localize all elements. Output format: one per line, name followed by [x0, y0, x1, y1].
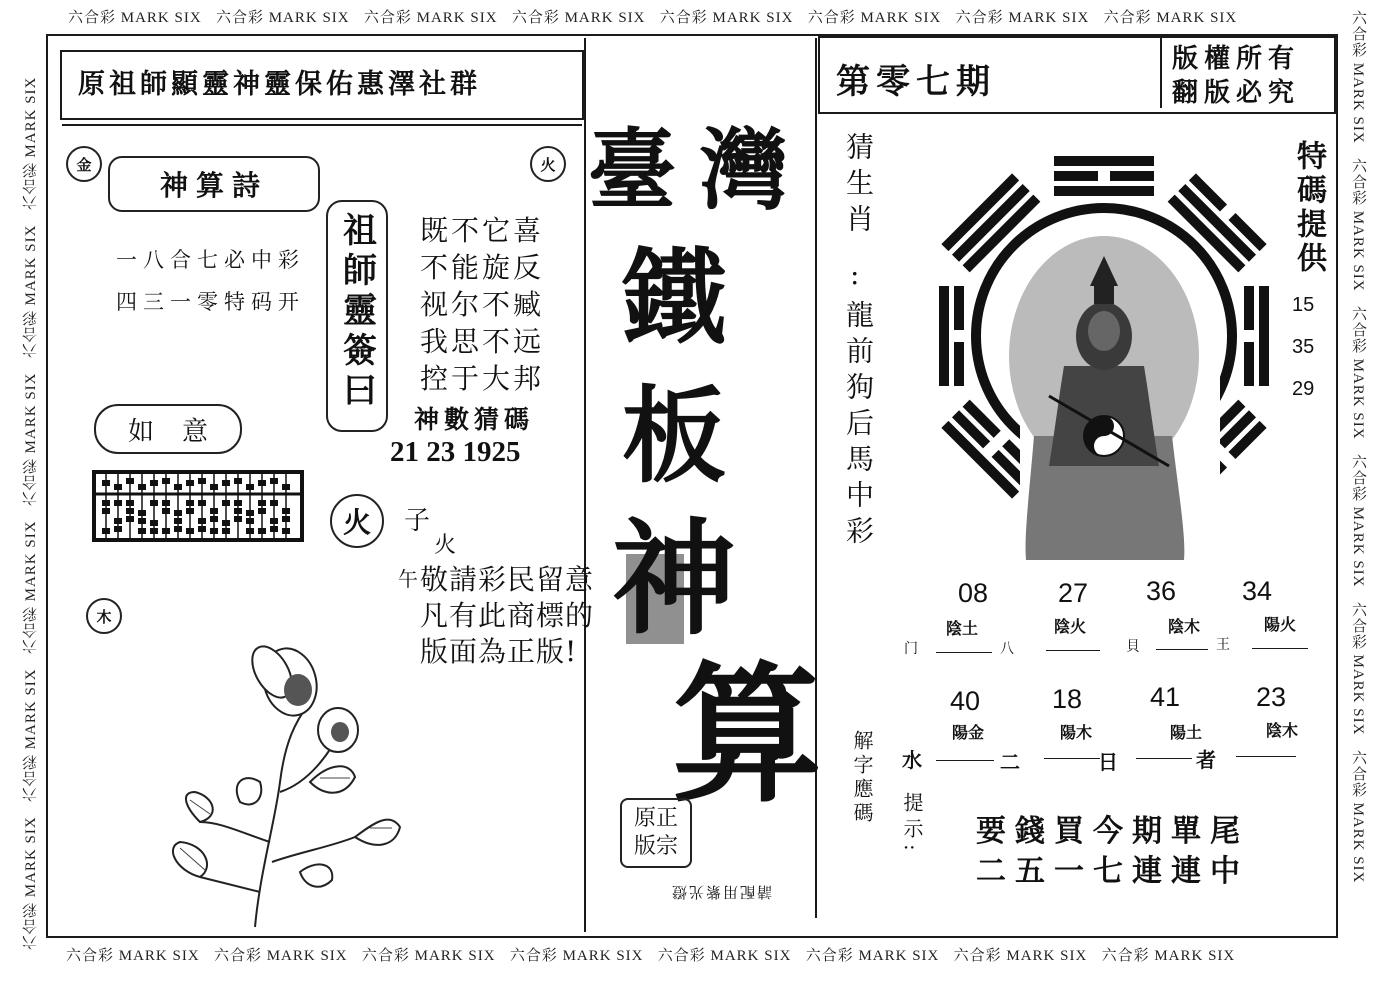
border-left [20, 30, 41, 950]
title-char-4: 板 [622, 374, 727, 497]
divider-left-vertical [584, 38, 586, 932]
row1-tag-3: 陰木 [1168, 617, 1201, 636]
badge-gold: 金 [66, 146, 102, 182]
border-right-text-1: 六合彩 MARK SIX [1350, 10, 1366, 144]
border-right-text-6: 六合彩 MARK SIX [1350, 749, 1366, 884]
notice-line-3: 版面為正版! [420, 635, 578, 668]
guess-label: 神數猜碼 [414, 405, 535, 434]
border-top-text-5: 六合彩 MARK SIX [659, 10, 794, 26]
border-top [68, 6, 1358, 27]
zodiac-hint: 龍前狗后馬中彩 [842, 300, 875, 552]
row1-tag-2: 陰火 [1054, 617, 1087, 636]
poem-body [420, 212, 544, 397]
hint-line-2: 四三一零特码开 [116, 290, 305, 314]
ruyi-label: 如意 [127, 416, 236, 447]
poem-line-2: 不能旋反 [420, 251, 545, 284]
border-left-text-2: 六合彩 MARK SIX [23, 668, 39, 803]
stamp-line-2: 版宗 [633, 834, 678, 859]
decode-label: 解字應碼 [850, 730, 874, 826]
row2-number-3: 41 [1150, 682, 1181, 712]
row2-number-4: 23 [1256, 682, 1287, 712]
row1-number-2: 27 [1058, 578, 1089, 608]
zodiac-colon: : [850, 258, 860, 291]
notice-prefix: 午 [398, 567, 418, 591]
poem-line-5: 控于大邦 [420, 362, 545, 395]
border-bottom-text-3: 六合彩 MARK SIX [361, 948, 496, 964]
hint-line-1: 一八合七必中彩 [116, 248, 305, 272]
abacus-image [92, 470, 304, 542]
border-right-text-4: 六合彩 MARK SIX [1350, 453, 1366, 588]
border-bottom-text-6: 六合彩 MARK SIX [805, 948, 940, 964]
row2-tag-2: 陽木 [1060, 723, 1093, 742]
border-bottom-text-2: 六合彩 MARK SIX [213, 948, 348, 964]
border-right [1348, 10, 1369, 945]
row1-number-1: 08 [958, 578, 989, 608]
border-top-text-4: 六合彩 MARK SIX [511, 10, 646, 26]
special-number-3: 29 [1292, 378, 1315, 400]
border-top-text-8: 六合彩 MARK SIX [1103, 10, 1238, 26]
poem-title: 神算詩 [159, 169, 268, 202]
row1-underline-4 [1252, 648, 1308, 649]
row1-number-3: 36 [1146, 576, 1177, 606]
row1-char-1: 门 [904, 641, 918, 657]
header-divider [62, 124, 582, 126]
poem-line-4: 我思不远 [420, 325, 545, 358]
badge-fire: 火 [530, 146, 566, 182]
title-char-6: 算 [672, 647, 823, 823]
row1-underline-2 [1046, 650, 1100, 651]
border-left-text-1: 六合彩 MARK SIX [23, 816, 39, 950]
row1-number-4: 34 [1242, 576, 1273, 606]
deity-bagua-image [934, 136, 1274, 560]
oracle-box [326, 200, 388, 432]
border-left-text-3: 六合彩 MARK SIX [23, 520, 39, 655]
row1-tag-4: 陽火 [1264, 615, 1297, 634]
title-char-1: 臺 [588, 118, 677, 222]
row1-char-3: 貝 [1126, 639, 1140, 655]
row2-char-4: 者 [1196, 748, 1216, 772]
ruyi-oval [94, 404, 242, 454]
title-char-2: 灣 [700, 118, 789, 222]
issue-number: 第零七期 [836, 62, 996, 102]
tip-line-2: 二五一七連連中 [976, 854, 1249, 889]
border-bottom-text-4: 六合彩 MARK SIX [509, 948, 644, 964]
poem-title-box [108, 156, 320, 212]
poem-line-3: 视尔不臧 [420, 288, 545, 321]
border-bottom-text-1: 六合彩 MARK SIX [66, 948, 200, 964]
border-bottom-text-8: 六合彩 MARK SIX [1101, 948, 1236, 964]
row2-underline-3 [1136, 758, 1192, 759]
notice-line-2: 凡有此商標的 [420, 599, 595, 632]
border-top-text-3: 六合彩 MARK SIX [363, 10, 498, 26]
row1-char-2: 八 [1000, 641, 1014, 657]
border-top-text-7: 六合彩 MARK SIX [955, 10, 1090, 26]
row2-tag-1: 陽金 [952, 723, 985, 742]
flower-illustration [160, 632, 420, 932]
stamp-line-1: 原正 [633, 806, 678, 831]
row2-number-2: 18 [1052, 684, 1083, 714]
special-number-1: 15 [1292, 294, 1315, 316]
row2-tag-4: 陰木 [1266, 721, 1299, 740]
row1-char-4: 王 [1216, 637, 1230, 653]
row2-underline-1 [936, 760, 994, 761]
border-left-text-6: 六合彩 MARK SIX [23, 76, 39, 211]
title-char-5: 神 [612, 507, 737, 652]
poem-line-1: 既不它喜 [420, 214, 545, 247]
guess-numbers: 21 23 1925 [390, 436, 521, 468]
border-top-text-6: 六合彩 MARK SIX [807, 10, 942, 26]
row2-number-1: 40 [950, 686, 981, 716]
oracle-label: 祖師靈簽曰 [336, 212, 377, 412]
border-bottom-text-5: 六合彩 MARK SIX [657, 948, 792, 964]
row1-underline-3 [1156, 649, 1208, 650]
issue-divider [1160, 38, 1162, 108]
row2-underline-4 [1236, 756, 1296, 757]
copyright-line-2: 翻版必究 [1172, 78, 1301, 108]
border-top-text-2: 六合彩 MARK SIX [215, 10, 350, 26]
zodiac-label: 猜生肖 [842, 132, 875, 240]
authentic-stamp [620, 798, 692, 868]
notice-line-1: 敬請彩民留意 [420, 563, 595, 596]
light-hint: 請配用紫光燈 [670, 883, 773, 901]
row2-char-2: 二 [1000, 750, 1020, 774]
border-bottom-text-7: 六合彩 MARK SIX [953, 948, 1088, 964]
border-bottom [66, 944, 1366, 965]
zi-char: 子 [404, 506, 431, 536]
border-top-text-1: 六合彩 MARK SIX [68, 10, 202, 26]
badge-wood: 木 [86, 598, 122, 634]
tip-label: 提示: [900, 792, 924, 857]
badge-fire-large: 火 [330, 494, 384, 548]
tip-line-1: 要錢買今期單尾 [976, 814, 1249, 849]
title-char-3: 鐵 [622, 236, 727, 359]
group-name-banner: 原祖師顯靈神靈保佑惠澤社群 [78, 69, 481, 100]
copyright-line-1: 版權所有 [1172, 44, 1301, 74]
border-right-text-3: 六合彩 MARK SIX [1350, 305, 1366, 440]
border-left-text-5: 六合彩 MARK SIX [23, 224, 39, 359]
row2-underline-2 [1044, 758, 1100, 759]
special-number-2: 35 [1292, 336, 1315, 358]
border-right-text-5: 六合彩 MARK SIX [1350, 601, 1366, 736]
row2-char-1: 水 [902, 748, 922, 772]
border-left-text-4: 六合彩 MARK SIX [23, 372, 39, 507]
row2-char-3: 日 [1098, 750, 1118, 774]
row1-tag-1: 陰土 [946, 619, 979, 638]
row2-tag-3: 陽土 [1170, 723, 1203, 742]
special-label: 特碼提供 [1291, 140, 1326, 276]
notice-fire-char: 火 [434, 533, 457, 558]
row1-underline-1 [936, 652, 992, 653]
border-right-text-2: 六合彩 MARK SIX [1350, 157, 1366, 292]
